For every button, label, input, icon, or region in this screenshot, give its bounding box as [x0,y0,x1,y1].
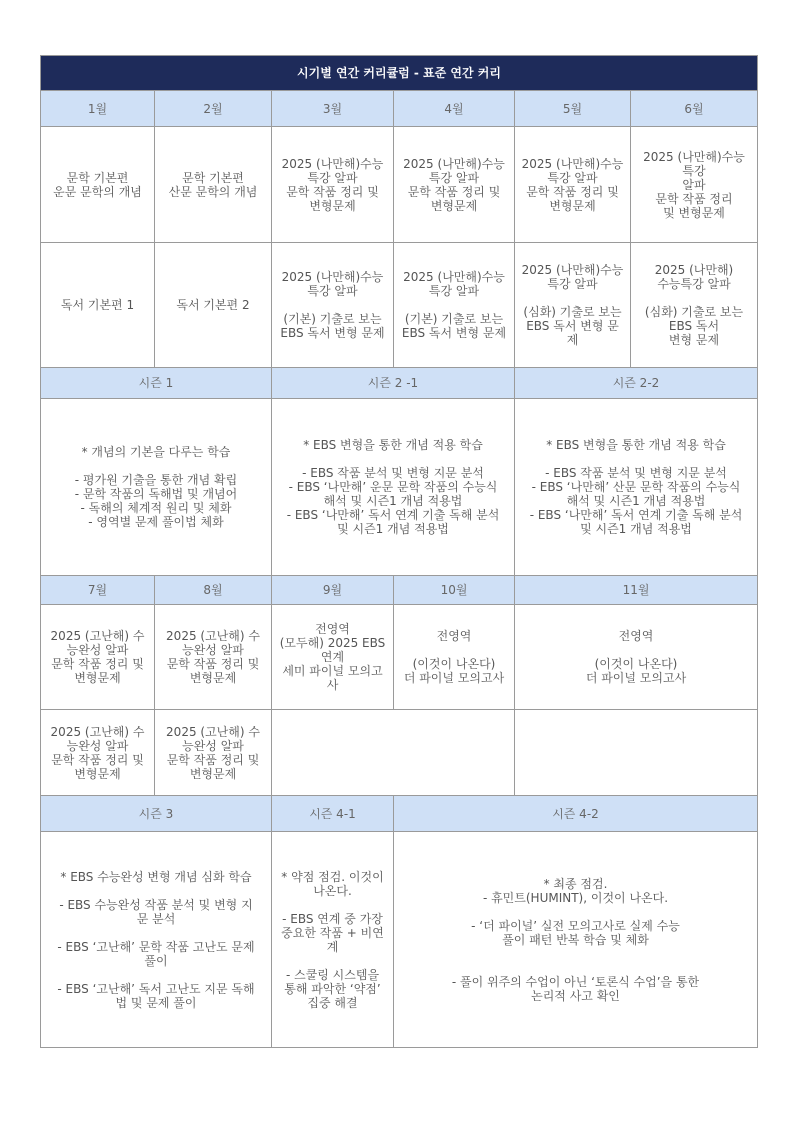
season-desc-2-2: * EBS 변형을 통한 개념 적용 학습 - EBS 작품 분석 및 변형 지문 분석 - EBS ‘나만해’ 산문 문학 작품의 수능식 해석 및 시즌1 개념 적용법 - EBS ‘나만해’ 독서 연계 기출 독해 분석 및 시즌1 개념 적용법 [515,399,758,576]
month-header-9: 9월 [272,576,394,605]
month-header-3: 3월 [272,91,394,127]
empty-cell-11 [515,710,758,796]
literature-cell-6: 2025 (나만해)수능 특강 알파 문학 작품 정리 및 변형문제 [631,127,758,243]
month-header-1: 1월 [41,91,155,127]
literature-cell-1: 문학 기본편 운문 문학의 개념 [41,127,155,243]
month-header-4: 4월 [394,91,515,127]
empty-cell-9-10 [272,710,515,796]
mock-exam-cell-9: 전영역 (모두해) 2025 EBS 연계 세미 파이널 모의고 사 [272,605,394,710]
season-header-2-2: 시즌 2-2 [515,368,758,399]
season-desc-1: * 개념의 기본을 다루는 학습 - 평가원 기출을 통한 개념 확립 - 문학 작품의 독해법 및 개념어 - 독해의 체계적 원리 및 체화 - 영역별 문제 풀이법 체화 [41,399,272,576]
literature-cell-3: 2025 (나만해)수능 특강 알파 문학 작품 정리 및 변형문제 [272,127,394,243]
season-header-4-2: 시즌 4-2 [394,796,758,832]
month-header-6: 6월 [631,91,758,127]
late-reading-cell-7: 2025 (고난해) 수 능완성 알파 문학 작품 정리 및 변형문제 [41,710,155,796]
season-header-1: 시즌 1 [41,368,272,399]
curriculum-table [40,55,758,1048]
season-desc-2-1: * EBS 변형을 통한 개념 적용 학습 - EBS 작품 분석 및 변형 지문 분석 - EBS ‘나만해’ 운문 문학 작품의 수능식 해석 및 시즌1 개념 적용법 - EBS ‘나만해’ 독서 연계 기출 독해 분석 및 시즌1 개념 적용법 [272,399,515,576]
table-title: 시기별 연간 커리큘럼 - 표준 연간 커리 [41,56,758,91]
literature-cell-2: 문학 기본편 산문 문학의 개념 [155,127,272,243]
season-desc-4-2: * 최종 점검. - 휴민트(HUMINT), 이것이 나온다. - ‘더 파이널’ 실전 모의고사로 실제 수능 풀이 패턴 반복 학습 및 체화 - 풀이 위주의 수업이 아닌 ‘토론식 수업’을 통한 논리적 사고 확인 [394,832,758,1048]
literature-cell-5: 2025 (나만해)수능 특강 알파 문학 작품 정리 및 변형문제 [515,127,631,243]
season-desc-4-1: * 약점 점검. 이것이 나온다. - EBS 연계 중 가장 중요한 작품 + 비연 계 - 스쿨링 시스템을 통해 파악한 ‘약점’ 집중 해결 [272,832,394,1048]
reading-cell-1: 독서 기본편 1 [41,243,155,368]
month-header-2: 2월 [155,91,272,127]
month-header-5: 5월 [515,91,631,127]
late-reading-cell-8: 2025 (고난해) 수 능완성 알파 문학 작품 정리 및 변형문제 [155,710,272,796]
late-literature-cell-8: 2025 (고난해) 수 능완성 알파 문학 작품 정리 및 변형문제 [155,605,272,710]
season-header-3: 시즌 3 [41,796,272,832]
month-header-11: 11월 [515,576,758,605]
reading-cell-4: 2025 (나만해)수능 특강 알파 (기본) 기출로 보는 EBS 독서 변형 문제 [394,243,515,368]
late-literature-cell-7: 2025 (고난해) 수 능완성 알파 문학 작품 정리 및 변형문제 [41,605,155,710]
mock-exam-cell-10: 전영역 (이것이 나온다) 더 파이널 모의고사 [394,605,515,710]
mock-exam-cell-11: 전영역 (이것이 나온다) 더 파이널 모의고사 [515,605,758,710]
season-desc-3: * EBS 수능완성 변형 개념 심화 학습 - EBS 수능완성 작품 분석 및 변형 지 문 분석 - EBS ‘고난해’ 문학 작품 고난도 문제 풀이 - EBS ‘고난해’ 독서 고난도 지문 독해 법 및 문제 풀이 [41,832,272,1048]
month-header-7: 7월 [41,576,155,605]
season-header-2-1: 시즌 2 -1 [272,368,515,399]
reading-cell-2: 독서 기본편 2 [155,243,272,368]
literature-cell-4: 2025 (나만해)수능 특강 알파 문학 작품 정리 및 변형문제 [394,127,515,243]
reading-cell-6: 2025 (나만해) 수능특강 알파 (심화) 기출로 보는 EBS 독서 변형 문제 [631,243,758,368]
season-header-4-1: 시즌 4-1 [272,796,394,832]
month-header-10: 10월 [394,576,515,605]
reading-cell-3: 2025 (나만해)수능 특강 알파 (기본) 기출로 보는 EBS 독서 변형 문제 [272,243,394,368]
reading-cell-5: 2025 (나만해)수능 특강 알파 (심화) 기출로 보는 EBS 독서 변형 문 제 [515,243,631,368]
month-header-8: 8월 [155,576,272,605]
